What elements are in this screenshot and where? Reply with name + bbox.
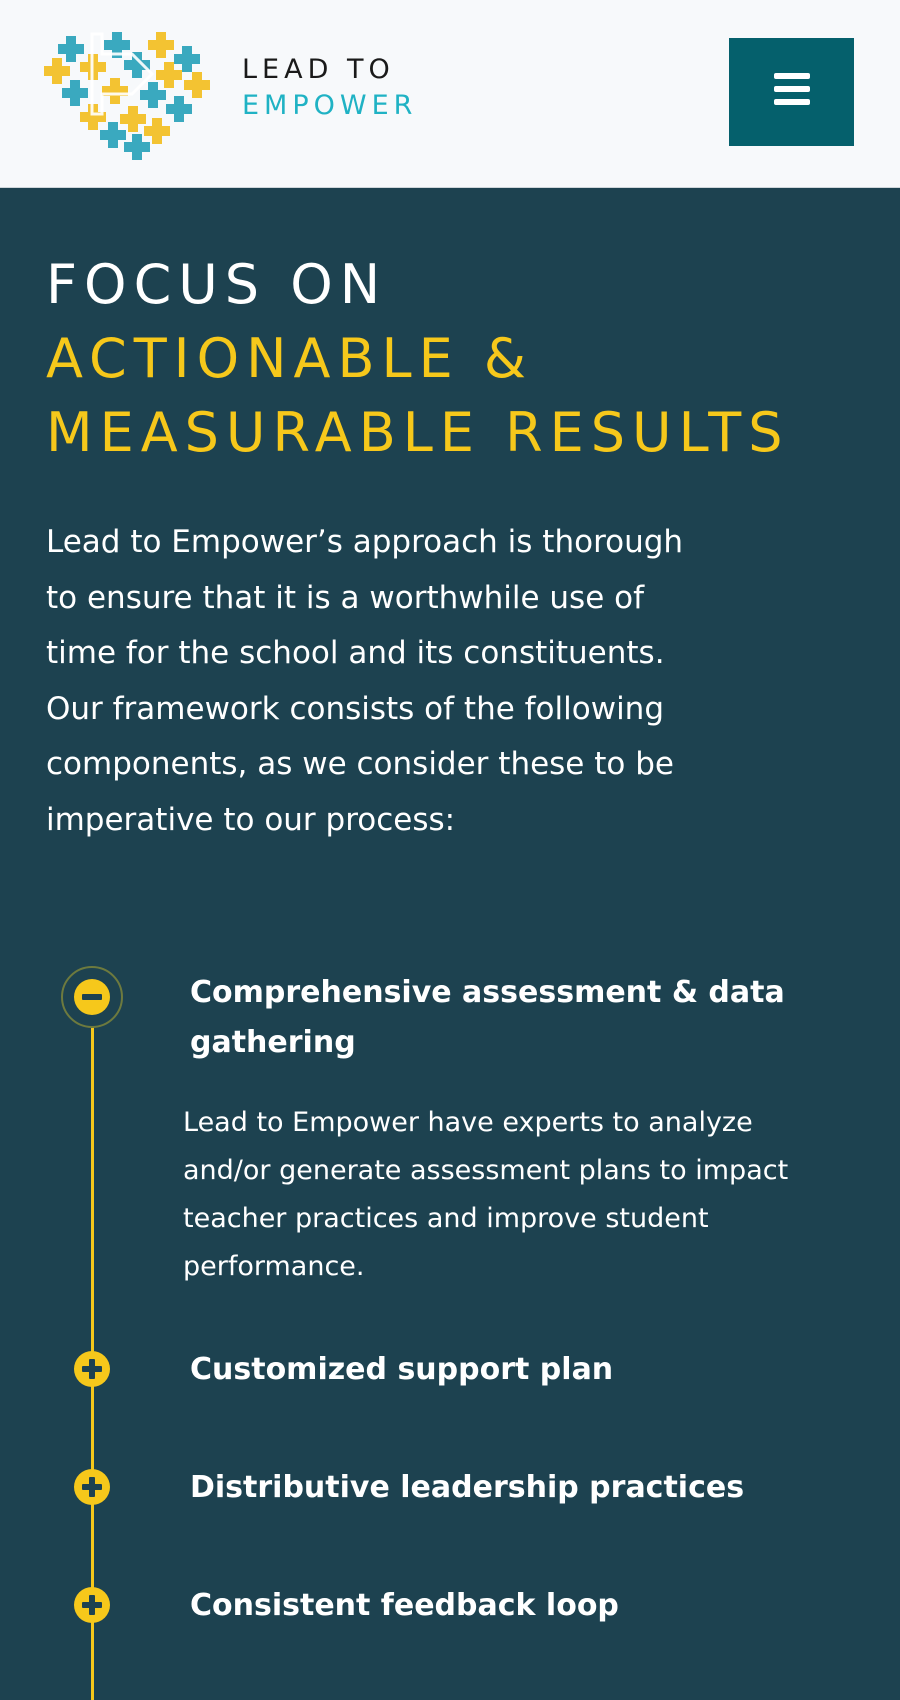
hamburger-menu-icon: [774, 73, 810, 105]
logo-text-lead-to: LEAD TO: [242, 54, 395, 85]
logo-text-empower: EMPOWER: [242, 90, 418, 121]
accordion-toggle-feedback-loop[interactable]: [73, 1586, 111, 1628]
site-header: [0, 0, 900, 188]
page-title-line-3: MEASURABLE RESULTS: [46, 401, 790, 464]
accordion-toggle-support-plan[interactable]: [73, 1350, 111, 1392]
page-title: [46, 248, 886, 470]
plus-circle-icon: [73, 1468, 111, 1506]
minus-circle-icon: [60, 965, 124, 1029]
site-logo[interactable]: [44, 26, 444, 160]
plus-circle-icon: [73, 1350, 111, 1388]
accordion-item-title[interactable]: Consistent feedback loop: [190, 1588, 619, 1623]
intro-paragraph: Lead to Empower’s approach is thorough to ensure that it is a worthwhile use of time for the school and its constituents. Our framework consists of the following components, as we consider these to be imperative to our process:: [46, 524, 684, 838]
accordion-item-body: Lead to Empower have experts to analyze and/or generate assessment plans to impact teacher practices and improve student performance.: [183, 1107, 789, 1282]
accordion-toggle-leadership[interactable]: [73, 1468, 111, 1510]
accordion-toggle-assessment[interactable]: [60, 965, 124, 1033]
menu-button[interactable]: [729, 38, 854, 146]
heart-puzzle-logo-icon: [44, 26, 214, 160]
accordion-item-title[interactable]: Distributive leadership practices: [190, 1470, 745, 1505]
plus-circle-icon: [73, 1586, 111, 1624]
page-title-line-2: ACTIONABLE &: [46, 327, 533, 390]
accordion-item-title[interactable]: Customized support plan: [190, 1352, 614, 1387]
page-title-line-1: FOCUS ON: [46, 253, 388, 316]
accordion-item-title[interactable]: Comprehensive assessment & data gathering: [190, 975, 785, 1060]
